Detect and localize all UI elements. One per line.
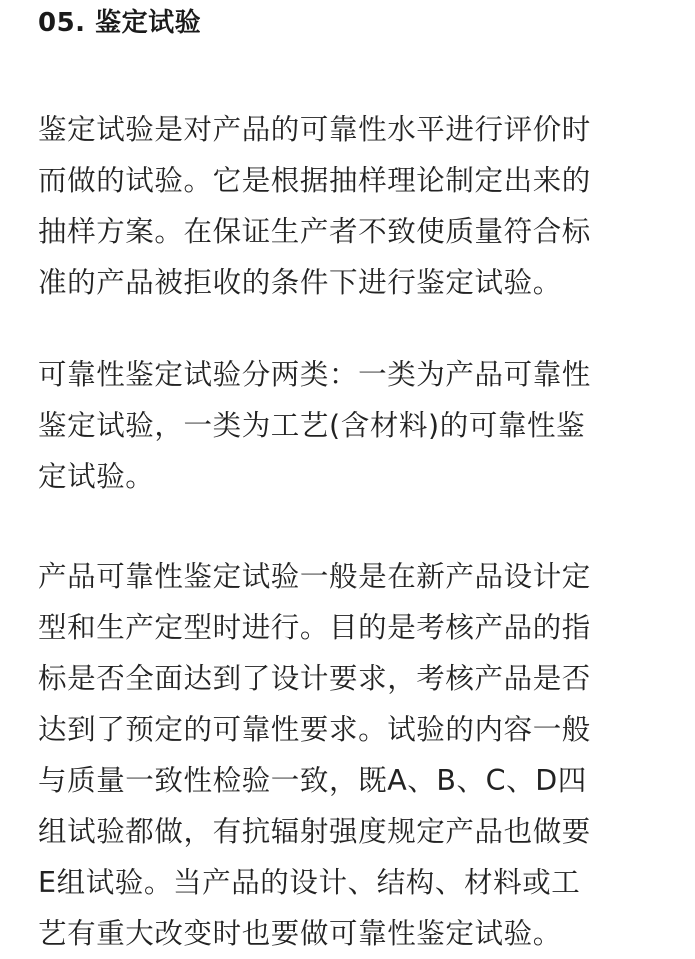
paragraph-3 — [38, 551, 633, 959]
paragraph-line: 准的产品被拒收的条件下进行鉴定试验。 — [38, 266, 562, 299]
paragraph-2 — [38, 349, 633, 502]
paragraph-line: 而做的试验。它是根据抽样理论制定出来的 — [38, 164, 591, 197]
paragraph-line: 型和生产定型时进行。目的是考核产品的指 — [38, 611, 591, 644]
paragraph-line: 鉴定试验，一类为工艺(含材料)的可靠性鉴 — [38, 409, 586, 442]
paragraph-line: 标是否全面达到了设计要求，考核产品是否 — [38, 662, 591, 695]
paragraph-line: E组试验。当产品的设计、结构、材料或工 — [38, 866, 581, 899]
paragraph-line: 达到了预定的可靠性要求。试验的内容一般 — [38, 713, 591, 746]
paragraph-1 — [38, 104, 633, 308]
paragraph-line: 鉴定试验是对产品的可靠性水平进行评价时 — [38, 113, 591, 146]
paragraph-line: 可靠性鉴定试验分两类：一类为产品可靠性 — [38, 358, 591, 391]
paragraph-line: 艺有重大改变时也要做可靠性鉴定试验。 — [38, 917, 562, 950]
paragraph-line: 组试验都做，有抗辐射强度规定产品也做要 — [38, 815, 591, 848]
section-heading: 05. 鉴定试验 — [38, 8, 202, 38]
paragraph-line: 与质量一致性检验一致，既A、B、C、D四 — [38, 764, 587, 797]
paragraph-line: 定试验。 — [38, 460, 155, 493]
paragraph-line: 产品可靠性鉴定试验一般是在新产品设计定 — [38, 560, 591, 593]
paragraph-line: 抽样方案。在保证生产者不致使质量符合标 — [38, 215, 591, 248]
